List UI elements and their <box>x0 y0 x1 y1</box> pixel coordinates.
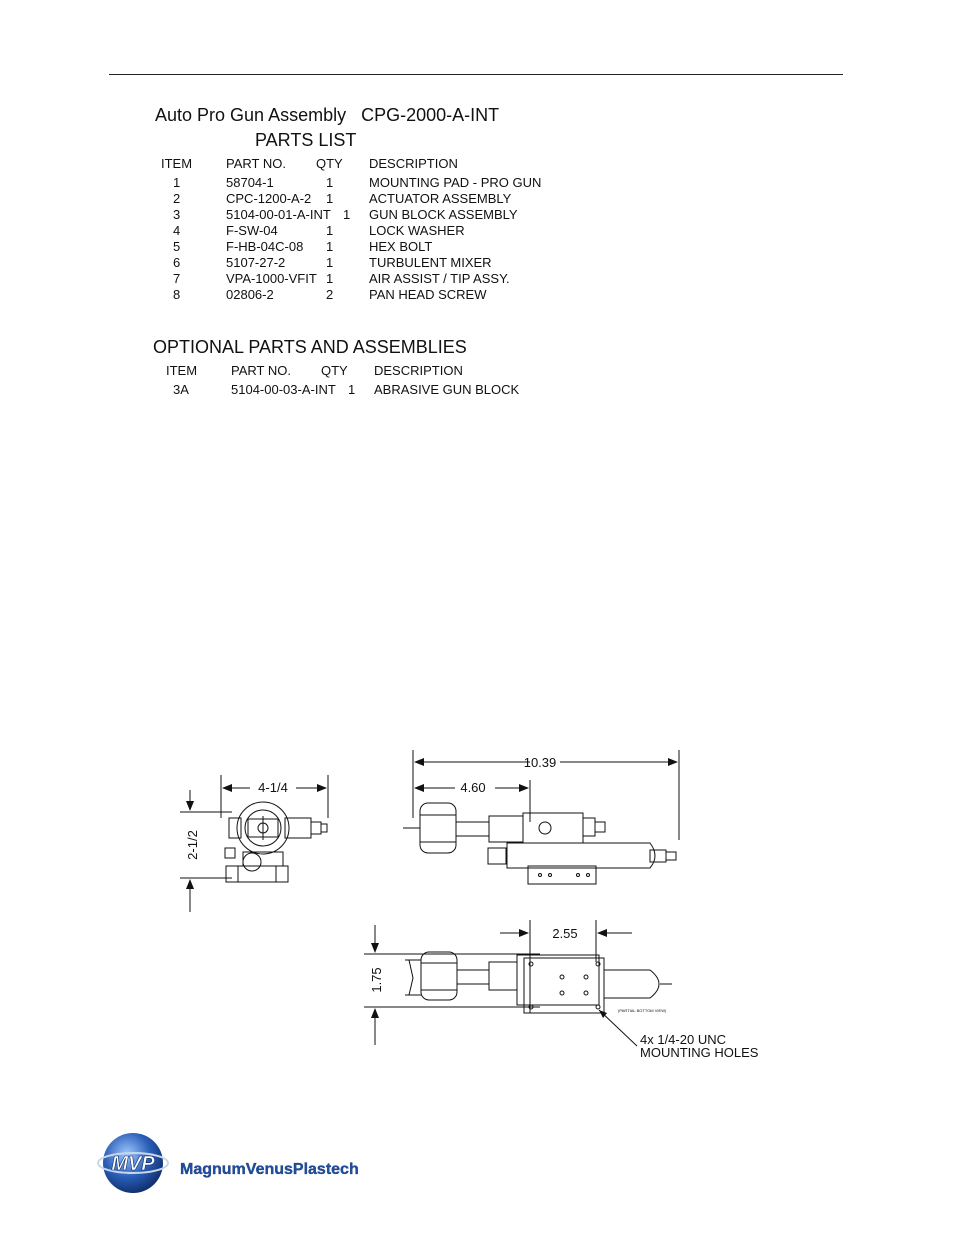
col-header-part: PART NO. <box>226 156 286 171</box>
dim-bottom-width: 2.55 <box>552 926 578 941</box>
col-header-part: PART NO. <box>231 363 291 378</box>
part-cell: 5104-00-03-A-INT <box>231 382 336 397</box>
side-view <box>403 750 679 884</box>
dim-front-height: 2-1/2 <box>185 830 200 860</box>
desc-cell: LOCK WASHER <box>369 223 465 238</box>
desc-cell: GUN BLOCK ASSEMBLY <box>369 207 518 222</box>
logo-mark: MVP <box>111 1153 155 1175</box>
col-header-desc: DESCRIPTION <box>374 363 463 378</box>
qty-cell: 1 <box>326 223 334 238</box>
item-cell: 3 <box>173 207 181 222</box>
part-cell: 5107-27-2 <box>226 255 286 270</box>
part-cell: CPC-1200-A-2 <box>226 191 312 206</box>
item-cell: 5 <box>173 239 181 254</box>
item-cell: 4 <box>173 223 181 238</box>
item-cell: 2 <box>173 191 181 206</box>
dim-bottom-height: 1.75 <box>369 967 384 993</box>
dim-front-width: 4-1/4 <box>258 780 288 795</box>
dim-total-length: 10.39 <box>523 755 557 770</box>
desc-cell: ABRASIVE GUN BLOCK <box>374 382 520 397</box>
logo-name: MagnumVenusPlastech <box>180 1161 359 1178</box>
qty-cell: 1 <box>326 271 334 286</box>
optional-parts-title: OPTIONAL PARTS AND ASSEMBLIES <box>153 337 467 357</box>
item-cell: 1 <box>173 175 181 190</box>
part-cell: 02806-2 <box>226 287 274 302</box>
bottom-view <box>364 920 759 1060</box>
qty-cell: 1 <box>326 191 334 206</box>
qty-cell: 2 <box>326 287 334 302</box>
parts-list-title: PARTS LIST <box>255 130 357 150</box>
page-title: Auto Pro Gun Assembly CPG-2000-A-INT <box>155 105 500 125</box>
item-cell: 6 <box>173 255 181 270</box>
part-cell: VPA-1000-VFIT <box>226 271 317 286</box>
qty-cell: 1 <box>348 382 356 397</box>
desc-cell: TURBULENT MIXER <box>369 255 492 270</box>
front-view <box>180 775 328 912</box>
qty-cell: 1 <box>326 175 334 190</box>
col-header-item: ITEM <box>161 156 193 171</box>
part-cell: 5104-00-01-A-INT <box>226 207 331 222</box>
desc-cell: HEX BOLT <box>369 239 433 254</box>
qty-cell: 1 <box>343 207 351 222</box>
item-cell: 3A <box>173 382 189 397</box>
item-cell: 7 <box>173 271 181 286</box>
company-logo <box>96 1130 386 1196</box>
part-cell: F-HB-04C-08 <box>226 239 304 254</box>
part-cell: F-SW-04 <box>226 223 278 238</box>
col-header-qty: QTY <box>321 363 348 378</box>
item-cell: 8 <box>173 287 181 302</box>
col-header-desc: DESCRIPTION <box>369 156 458 171</box>
qty-cell: 1 <box>326 239 334 254</box>
col-header-item: ITEM <box>166 363 198 378</box>
holes-note-line1: 4x 1/4-20 UNC <box>640 1032 726 1047</box>
col-header-qty: QTY <box>316 156 343 171</box>
partial-view-label: (PARTIAL BOTTOM VIEW) <box>618 1008 667 1013</box>
desc-cell: MOUNTING PAD - PRO GUN <box>369 175 542 190</box>
holes-note-line2: MOUNTING HOLES <box>640 1045 759 1060</box>
part-cell: 58704-1 <box>226 175 274 190</box>
dim-partial-length: 4.60 <box>460 780 486 795</box>
qty-cell: 1 <box>326 255 334 270</box>
desc-cell: ACTUATOR ASSEMBLY <box>369 191 512 206</box>
desc-cell: PAN HEAD SCREW <box>369 287 487 302</box>
desc-cell: AIR ASSIST / TIP ASSY. <box>369 271 510 286</box>
